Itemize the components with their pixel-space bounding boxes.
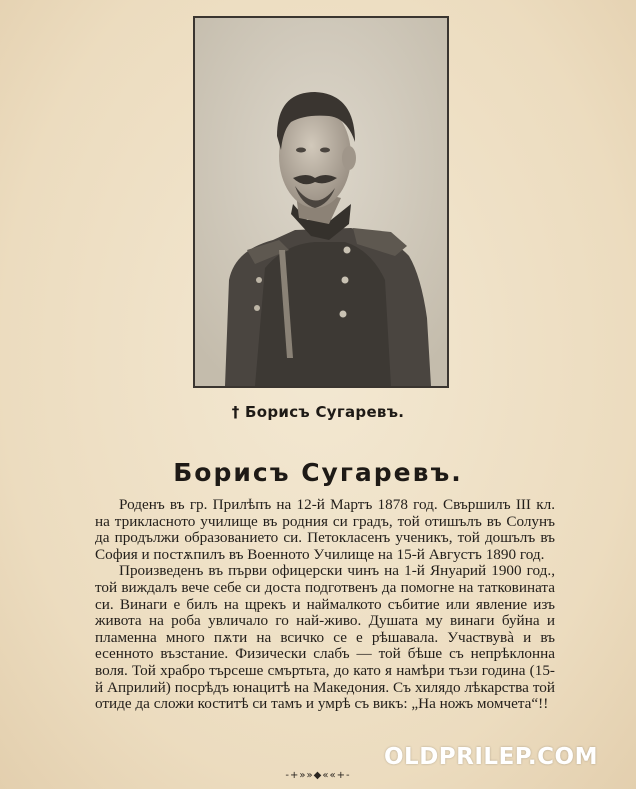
portrait-photo	[193, 16, 449, 388]
article-body	[95, 497, 555, 713]
paragraph-2: Произведенъ въ първи офицерски чинъ на 1-й Януарий 1900 год., той виждалъ вече себе си доста подготвенъ да помогне на татковината си. Винаги е билъ на щрекъ и наймалкото събитие или явление изъ живота на роба увличало го най-живо. Душата му винаги буйна и пламенна много пѫти на всичко се е рѣшавала. Участвувà и въ есенното възстание. Физически слабъ — той бѣше съ непрѣклонна воля. Той храбро търсеше смъртьта, до като я намѣри тъзи година (15-й Априлий) посрѣдъ юнацитѣ на Македония. Съ хилядо лѣкарства той отиде да сложи коститѣ си тамъ и умрѣ съ викъ: „На ножъ момчета“!!	[95, 562, 555, 713]
paragraph-1: Роденъ въ гр. Прилѣпъ на 12-й Мартъ 1878 год. Свършилъ III кл. на трикласното училище въ родния си градъ, той отишълъ въ Солунъ да продължи образованието си. Петокласенъ ученикъ, той дошълъ въ София и постѫпилъ въ Военното Училище на 15-й Августъ 1890 год.	[95, 496, 555, 563]
portrait-figure	[195, 18, 447, 386]
portrait-caption: † Борисъ Сугаревъ.	[231, 403, 405, 421]
end-ornament: -+»»◆««+-	[285, 770, 351, 781]
article-title: Борисъ Сугаревъ.	[173, 458, 463, 487]
watermark: OLDPRILEP.COM	[384, 744, 598, 770]
